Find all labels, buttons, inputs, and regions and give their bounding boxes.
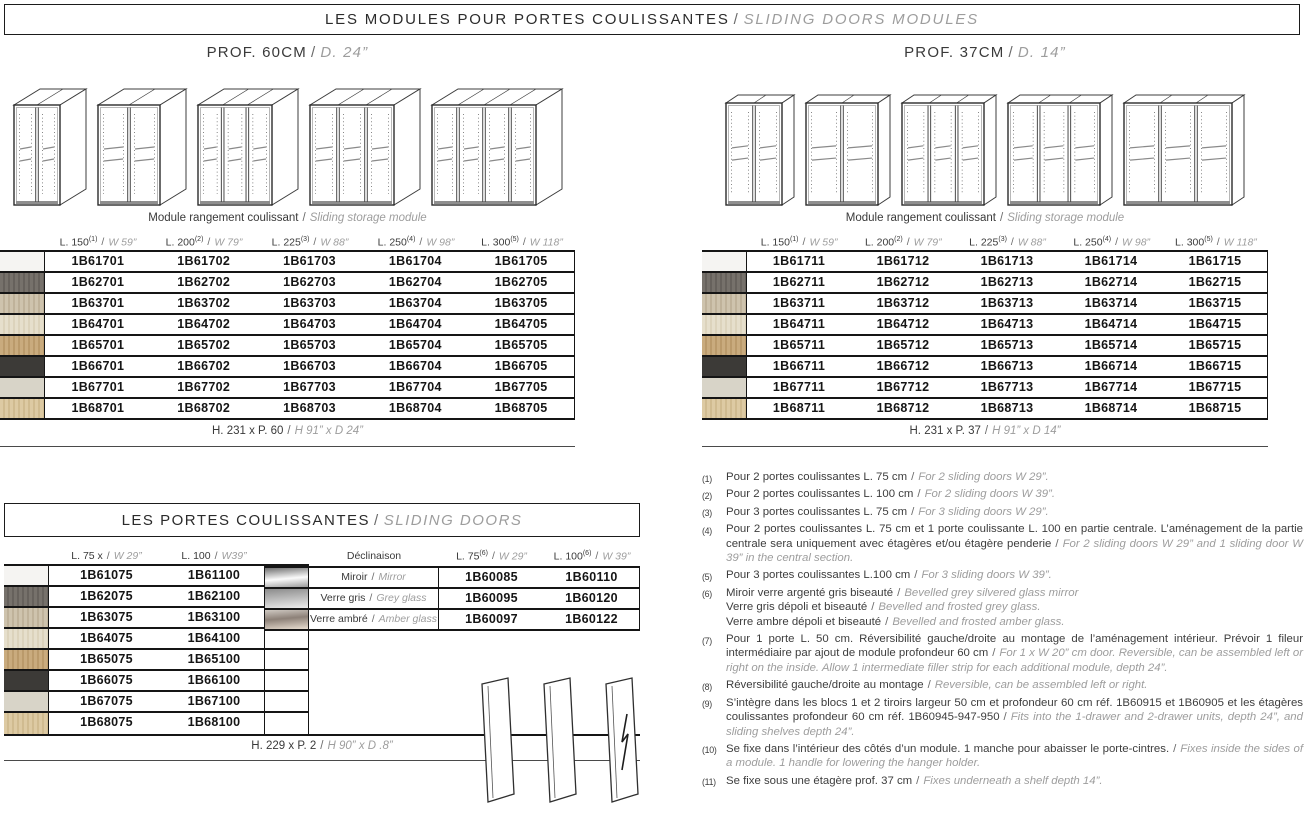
product-code: 1B64701 xyxy=(71,317,125,331)
product-code: 1B68714 xyxy=(1084,401,1138,415)
product-code: 1B64100 xyxy=(187,631,241,645)
product-code: 1B66702 xyxy=(177,359,231,373)
table-row xyxy=(4,629,309,650)
header-separator xyxy=(415,236,426,248)
finish-swatch xyxy=(0,294,45,313)
table-row xyxy=(0,315,574,336)
doors-title-en: SLIDING DOORS xyxy=(383,511,523,529)
finish-swatch xyxy=(702,315,747,334)
product-code: 1B64714 xyxy=(1084,317,1138,331)
heading-en: D. 14” xyxy=(1017,44,1066,61)
empty-cell xyxy=(264,692,309,711)
caption-separator xyxy=(299,212,310,224)
product-code: 1B66712 xyxy=(876,359,930,373)
product-code: 1B65703 xyxy=(283,338,336,352)
product-code: 1B67703 xyxy=(283,380,336,394)
header-separator xyxy=(488,550,499,562)
doors-table-header-row xyxy=(4,546,640,564)
product-code: 1B66715 xyxy=(1188,359,1242,373)
modules-depth37-section xyxy=(702,44,1268,447)
table-footer-dimensions xyxy=(702,425,1268,437)
wardrobe-module-illustration xyxy=(12,87,88,208)
footnotes xyxy=(702,470,1303,791)
product-code: 1B62075 xyxy=(80,589,133,603)
footnote-separator xyxy=(913,488,924,500)
empty-cell xyxy=(264,713,309,734)
finish-swatch xyxy=(4,671,49,690)
wardrobe-module-illustration xyxy=(1006,93,1114,208)
product-code: 1B67702 xyxy=(177,380,231,394)
size-column-header: L. 100 / W39” xyxy=(164,550,264,562)
footnote: (4) Pour 2 portes coulissantes L. 75 cm et 1 porte coulissante L. 100 en partie centrale. L’aménagement de la partie centrale sera uniquement avec étagères et/ou étagère penderie / For 2 sliding doors W 29” and 1 sliding door W 39” in the central section. xyxy=(702,522,1303,565)
heading-separator xyxy=(1004,44,1017,61)
footer-separator xyxy=(316,740,327,752)
product-code: 1B61702 xyxy=(177,254,231,268)
product-code: 1B64075 xyxy=(80,631,133,645)
finish-swatch xyxy=(0,252,45,271)
product-code: 1B64705 xyxy=(494,317,548,331)
product-code: 1B63705 xyxy=(494,296,548,310)
product-code: 1B60085 xyxy=(465,570,518,584)
wardrobe-illustrations-depth37 xyxy=(702,68,1268,208)
product-code: 1B65100 xyxy=(187,652,241,666)
footnote: (9) S’intègre dans les blocs 1 et 2 tiroirs largeur 50 cm et profondeur 60 cm réf. 1B60915 et 1B60905 et les étagères coulissantes profondeur 60 cm réf. 1B60945-947-950 / Fits into the 1-drawer and 2-drawer units, depth 24”, and sliding shelves depth 24”. xyxy=(702,696,1303,739)
product-code: 1B66703 xyxy=(283,359,336,373)
table-body xyxy=(702,250,1268,420)
table-row xyxy=(702,315,1267,336)
footnote: (11) Se fixe sous une étagère prof. 37 cm / Fixes underneath a shelf depth 14”. xyxy=(702,774,1303,788)
table-row xyxy=(0,357,574,378)
module-caption xyxy=(0,212,575,227)
footnote-number: (11) xyxy=(702,777,716,788)
product-code: 1B67075 xyxy=(80,694,133,708)
table-row xyxy=(702,294,1267,315)
header-separator xyxy=(211,550,222,562)
product-code: 1B64711 xyxy=(772,317,826,331)
doors-title-fr: LES PORTES COULISSANTES xyxy=(121,511,371,529)
declinaison-row xyxy=(264,568,640,589)
product-code: 1B63075 xyxy=(80,610,133,624)
footnote-line: Verre ambre dépoli et biseauté / Bevelled and frosted amber glass. xyxy=(726,615,1303,629)
product-code: 1B68712 xyxy=(876,401,930,415)
footnote: (7) Pour 1 porte L. 50 cm. Réversibilité gauche/droite au montage de l’aménagement intérieur. Prévoir 1 fileur intermédiaire par ajout de module profondeur 60 cm / For 1 x W 20” cm door. Reversible, can be assembled left or right on the inside. Allow 1 intermediate filler strip for each additional module, depth 24”. xyxy=(702,632,1303,675)
empty-cell xyxy=(264,671,309,690)
finish-swatch xyxy=(702,378,747,397)
product-code: 1B68711 xyxy=(772,401,826,415)
product-code: 1B66075 xyxy=(80,673,133,687)
table-row xyxy=(702,399,1267,420)
product-code: 1B62714 xyxy=(1084,275,1138,289)
footnote xyxy=(702,586,1303,629)
footnote-number: (5) xyxy=(702,571,712,582)
footnote-separator xyxy=(1000,711,1011,723)
product-code: 1B62702 xyxy=(177,275,231,289)
product-code: 1B64712 xyxy=(876,317,930,331)
wardrobe-module-illustration xyxy=(1122,93,1246,208)
declinaison-row xyxy=(264,610,640,631)
label-separator xyxy=(368,613,379,625)
footnote-number: (8) xyxy=(702,681,712,692)
product-code: 1B63713 xyxy=(980,296,1034,310)
product-code: 1B65075 xyxy=(80,652,133,666)
footnote-number: (4) xyxy=(702,525,712,536)
header-separator xyxy=(799,236,810,248)
product-code: 1B61701 xyxy=(71,254,125,268)
wardrobe-module-illustration xyxy=(196,87,300,208)
module-codes-table-depth37 xyxy=(702,232,1268,447)
empty-cell xyxy=(264,629,309,648)
footnote: (2) Pour 2 portes coulissantes L. 100 cm / For 2 sliding doors W 39”. xyxy=(702,487,1303,501)
table-footer-dimensions xyxy=(0,425,575,437)
section-divider xyxy=(0,446,575,447)
module-codes-table-depth60 xyxy=(0,232,575,447)
section-heading-depth37 xyxy=(702,44,1268,64)
door-panel-illustrations xyxy=(476,676,646,804)
footnote-separator xyxy=(910,569,921,581)
sliding-doors-title xyxy=(4,503,640,537)
footer-en: H 91” x D 14” xyxy=(992,425,1061,437)
table-row xyxy=(702,357,1267,378)
wardrobe-module-illustration xyxy=(96,87,188,208)
caption-en: Sliding storage module xyxy=(1007,212,1125,224)
product-code: 1B62715 xyxy=(1188,275,1242,289)
product-code: 1B68703 xyxy=(283,401,336,415)
footnote-line: Verre gris dépoli et biseauté / Bevelled and frosted grey glass. xyxy=(726,600,1303,614)
product-code: 1B65704 xyxy=(388,338,442,352)
footnote-separator xyxy=(1051,538,1062,550)
footnote: (8) Réversibilité gauche/droite au montage / Reversible, can be assembled left or right. xyxy=(702,678,1303,692)
product-code: 1B61714 xyxy=(1084,254,1138,268)
table-row xyxy=(4,650,309,671)
product-code: 1B68701 xyxy=(71,401,125,415)
product-code: 1B61075 xyxy=(80,568,133,582)
footnote-separator xyxy=(907,471,918,483)
table-row xyxy=(4,713,309,734)
module-caption xyxy=(702,212,1268,227)
product-code: 1B65715 xyxy=(1188,338,1242,352)
product-code: 1B63703 xyxy=(283,296,336,310)
finish-swatch xyxy=(702,294,747,313)
product-code: 1B61713 xyxy=(980,254,1034,268)
table-header-row xyxy=(702,232,1268,250)
page-title xyxy=(4,4,1300,35)
product-code: 1B63701 xyxy=(71,296,125,310)
table-row xyxy=(702,252,1267,273)
product-code: 1B68713 xyxy=(980,401,1034,415)
glass-swatch xyxy=(264,589,309,608)
product-code: 1B63711 xyxy=(772,296,826,310)
header-separator xyxy=(1111,236,1122,248)
wardrobe-module-illustration xyxy=(308,87,422,208)
footnote: (3) Pour 3 portes coulissantes L. 75 cm / For 3 sliding doors W 29”. xyxy=(702,505,1303,519)
wardrobe-module-illustration xyxy=(900,93,998,208)
header-separator xyxy=(1007,236,1018,248)
section-heading-depth60 xyxy=(0,44,575,64)
footnote-number: (10) xyxy=(702,745,717,756)
sliding-door-illustration xyxy=(476,676,522,804)
table-row xyxy=(4,692,309,713)
product-code: 1B65702 xyxy=(177,338,231,352)
product-code: 1B64704 xyxy=(388,317,442,331)
product-code: 1B62713 xyxy=(980,275,1034,289)
finish-swatch xyxy=(4,629,49,648)
footnote-separator xyxy=(907,506,918,518)
size-column-header: L. 300$^{(5)}$ / W 118” xyxy=(1164,236,1268,249)
declinaison-table xyxy=(264,566,640,631)
product-code: 1B68715 xyxy=(1188,401,1242,415)
glass-type-label: Verre ambré / Amber glass xyxy=(309,610,439,629)
finish-swatch xyxy=(4,587,49,606)
finish-swatch xyxy=(4,608,49,627)
glass-type-label: Verre gris / Grey glass xyxy=(309,589,439,608)
product-code: 1B61704 xyxy=(388,254,442,268)
declinaison-header: Déclinaison xyxy=(346,550,402,562)
footnote-separator xyxy=(1169,743,1180,755)
caption-separator xyxy=(996,212,1007,224)
product-code: 1B64713 xyxy=(980,317,1034,331)
table-row xyxy=(0,294,574,315)
product-code: 1B62712 xyxy=(876,275,930,289)
wardrobe-module-illustration xyxy=(430,87,564,208)
header-separator xyxy=(203,236,214,248)
product-code: 1B68704 xyxy=(388,401,442,415)
product-code: 1B61712 xyxy=(876,254,930,268)
doors-table-body xyxy=(4,564,618,732)
product-code: 1B62100 xyxy=(187,589,241,603)
product-code: 1B62704 xyxy=(388,275,442,289)
footnote-line: Miroir verre argenté gris biseauté / Bevelled grey silvered glass mirror xyxy=(726,586,1303,600)
wardrobe-illustrations-depth60 xyxy=(0,68,575,208)
product-code: 1B67712 xyxy=(876,380,930,394)
product-code: 1B60095 xyxy=(465,591,518,605)
product-code: 1B65712 xyxy=(876,338,930,352)
sliding-door-illustration xyxy=(600,676,646,804)
finish-swatch xyxy=(4,566,49,585)
finish-swatch xyxy=(4,692,49,711)
size-column-header: L. 200$^{(2)}$ / W 79” xyxy=(151,236,257,249)
sliding-doors-section xyxy=(4,503,640,761)
empty-cell xyxy=(264,650,309,669)
finish-swatch xyxy=(702,336,747,355)
size-column-header: L. 100$^{(6)}$ / W 39” xyxy=(544,550,640,563)
product-code: 1B66713 xyxy=(980,359,1034,373)
footnote-number: (6) xyxy=(702,589,712,600)
product-code: 1B66714 xyxy=(1084,359,1138,373)
caption-fr: Module rangement coulissant xyxy=(148,212,299,224)
product-code: 1B66711 xyxy=(772,359,826,373)
product-code: 1B64703 xyxy=(283,317,336,331)
product-code: 1B62703 xyxy=(283,275,336,289)
table-row xyxy=(702,336,1267,357)
product-code: 1B67100 xyxy=(187,694,241,708)
declinaison-row xyxy=(264,589,640,610)
wardrobe-module-illustration xyxy=(724,93,796,208)
finish-swatch xyxy=(0,378,45,397)
page-title-en: SLIDING DOORS MODULES xyxy=(743,11,979,28)
header-separator xyxy=(97,236,108,248)
product-code: 1B66701 xyxy=(71,359,125,373)
label-separator xyxy=(367,571,378,583)
footer-fr: H. 231 x P. 37 xyxy=(909,425,981,437)
table-row xyxy=(0,336,574,357)
size-column-header: L. 250$^{(4)}$ / W 98” xyxy=(1060,236,1164,249)
header-separator xyxy=(519,236,530,248)
label-separator xyxy=(365,592,376,604)
footnote-number: (3) xyxy=(702,508,712,519)
product-code: 1B62701 xyxy=(71,275,125,289)
size-column-header: L. 200$^{(2)}$ / W 79” xyxy=(851,236,955,249)
product-code: 1B65705 xyxy=(494,338,548,352)
product-code: 1B63100 xyxy=(187,610,241,624)
title-separator xyxy=(370,512,384,529)
table-row xyxy=(0,273,574,294)
finish-swatch xyxy=(702,399,747,418)
heading-en: D. 24” xyxy=(320,44,369,61)
caption-fr: Module rangement coulissant xyxy=(845,212,997,224)
product-code: 1B63704 xyxy=(388,296,442,310)
finish-swatch xyxy=(4,713,49,734)
footnote: (5) Pour 3 portes coulissantes L.100 cm / For 3 sliding doors W 39”. xyxy=(702,568,1303,582)
title-separator xyxy=(730,11,744,28)
header-separator xyxy=(1213,236,1224,248)
table-body xyxy=(0,250,575,420)
footnote: (1) Pour 2 portes coulissantes L. 75 cm / For 2 sliding doors W 29”. xyxy=(702,470,1303,484)
glass-swatch xyxy=(264,568,309,587)
product-code: 1B65713 xyxy=(980,338,1034,352)
footer-fr: H. 231 x P. 60 xyxy=(212,425,284,437)
footnote-separator xyxy=(924,679,935,691)
table-row xyxy=(702,273,1267,294)
wardrobe-module-illustration xyxy=(804,93,892,208)
product-code: 1B60120 xyxy=(544,589,640,608)
finish-swatch xyxy=(0,399,45,418)
header-separator xyxy=(591,550,602,562)
product-code: 1B60097 xyxy=(465,612,518,626)
product-code: 1B61705 xyxy=(494,254,548,268)
product-code: 1B67704 xyxy=(388,380,442,394)
product-code: 1B61100 xyxy=(187,568,241,582)
table-row xyxy=(702,378,1267,399)
footer-separator xyxy=(283,425,294,437)
product-code: 1B68702 xyxy=(177,401,231,415)
size-column-header: L. 150$^{(1)}$ / W 59” xyxy=(45,236,151,249)
footnote-separator xyxy=(893,587,904,599)
product-code: 1B67705 xyxy=(494,380,548,394)
product-code: 1B64702 xyxy=(177,317,231,331)
table-header-row xyxy=(0,232,575,250)
section-divider xyxy=(702,446,1268,447)
finish-swatch xyxy=(0,273,45,292)
product-code: 1B68705 xyxy=(494,401,548,415)
size-column-header: L. 75 x / W 29” xyxy=(49,550,164,562)
size-column-header: L. 225$^{(3)}$ / W 88” xyxy=(955,236,1059,249)
footer-separator xyxy=(981,425,992,437)
product-code: 1B67711 xyxy=(772,380,826,394)
product-code: 1B67714 xyxy=(1084,380,1138,394)
product-code: 1B68100 xyxy=(187,715,241,729)
finish-swatch xyxy=(702,273,747,292)
footnote: (10) Se fixe dans l’intérieur des côtés d’un module. 1 manche pour abaisser le porte-cintres. / Fixes inside the sides of a module. 1 handle for lowering the hanger holder. xyxy=(702,742,1303,771)
heading-separator xyxy=(307,44,320,61)
product-code: 1B63712 xyxy=(876,296,930,310)
footnote-separator xyxy=(881,616,892,628)
modules-depth60-section xyxy=(0,44,575,447)
product-code: 1B66704 xyxy=(388,359,442,373)
product-code: 1B60110 xyxy=(544,568,640,587)
product-code: 1B64715 xyxy=(1188,317,1242,331)
product-code: 1B65701 xyxy=(71,338,125,352)
finish-swatch xyxy=(4,650,49,669)
product-code: 1B61703 xyxy=(283,254,336,268)
footnote-number: (7) xyxy=(702,635,712,646)
footer-fr: H. 229 x P. 2 xyxy=(251,740,317,752)
table-row xyxy=(0,378,574,399)
product-code: 1B63714 xyxy=(1084,296,1138,310)
glass-swatch xyxy=(264,610,309,629)
product-code: 1B62711 xyxy=(772,275,826,289)
caption-en: Sliding storage module xyxy=(309,212,427,224)
header-separator xyxy=(903,236,914,248)
footnote-separator xyxy=(867,601,878,613)
product-code: 1B67715 xyxy=(1188,380,1242,394)
size-column-header: L. 75$^{(6)}$ / W 29” xyxy=(439,550,544,563)
heading-fr: PROF. 37CM xyxy=(904,44,1005,61)
finish-swatch xyxy=(0,357,45,376)
product-code: 1B66100 xyxy=(187,673,241,687)
header-separator xyxy=(103,550,114,562)
glass-type-label: Miroir / Mirror xyxy=(309,568,439,587)
finish-swatch xyxy=(702,252,747,271)
product-code: 1B65711 xyxy=(772,338,826,352)
product-code: 1B67713 xyxy=(980,380,1034,394)
size-column-header: L. 250$^{(4)}$ / W 98” xyxy=(363,236,469,249)
product-code: 1B66705 xyxy=(494,359,548,373)
product-code: 1B61715 xyxy=(1188,254,1242,268)
size-column-header: L. 300$^{(5)}$ / W 118” xyxy=(469,236,575,249)
product-code: 1B61711 xyxy=(772,254,826,268)
table-row xyxy=(0,399,574,420)
table-row xyxy=(4,671,309,692)
finish-swatch xyxy=(0,315,45,334)
footer-en: H 91” x D 24” xyxy=(294,425,363,437)
sliding-door-illustration xyxy=(538,676,584,804)
footer-en: H 90” x D .8” xyxy=(327,740,393,752)
table-row xyxy=(0,252,574,273)
product-code: 1B68075 xyxy=(80,715,133,729)
footnote-separator xyxy=(912,775,923,787)
product-code: 1B67701 xyxy=(71,380,125,394)
product-code: 1B65714 xyxy=(1084,338,1138,352)
footnote-number: (1) xyxy=(702,473,712,484)
product-code: 1B63702 xyxy=(177,296,231,310)
product-code: 1B62705 xyxy=(494,275,548,289)
finish-swatch xyxy=(0,336,45,355)
finish-swatch xyxy=(702,357,747,376)
product-code: 1B63715 xyxy=(1188,296,1242,310)
footnote-separator xyxy=(988,647,999,659)
heading-fr: PROF. 60CM xyxy=(206,44,307,61)
footnote-number: (2) xyxy=(702,490,712,501)
footnote-number: (9) xyxy=(702,699,712,710)
size-column-header: L. 150$^{(1)}$ / W 59” xyxy=(747,236,851,249)
size-column-header: L. 225$^{(3)}$ / W 88” xyxy=(257,236,363,249)
page-title-fr: LES MODULES POUR PORTES COULISSANTES xyxy=(325,11,730,28)
header-separator xyxy=(309,236,320,248)
product-code: 1B60122 xyxy=(544,610,640,629)
